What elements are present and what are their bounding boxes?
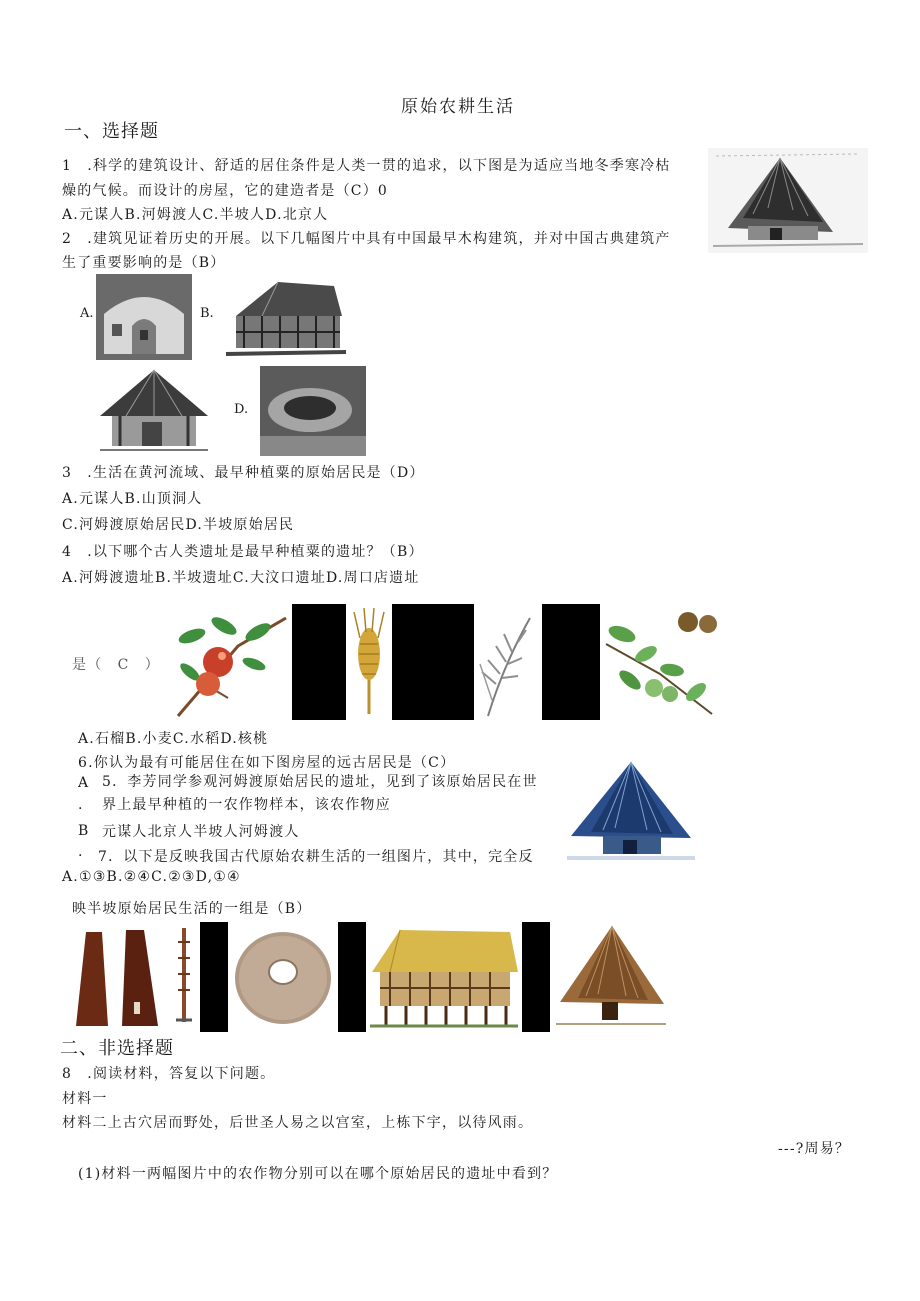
q2-line1: 2 .建筑见证着历史的开展。以下几幅图片中具有中国最早木构建筑，并对中国古典建筑产: [62, 231, 671, 247]
section-heading-choice: 一、选择题: [64, 121, 159, 142]
q4-options: A.河姆渡遗址B.半坡遗址C.大汶口遗址D.周口店遗址: [62, 570, 420, 586]
earth-building-picture: [260, 366, 366, 456]
walnut-picture: [600, 604, 722, 720]
q6-dot1: .: [78, 797, 84, 813]
black-divider: [338, 922, 366, 1032]
q2-option-d-label: D.: [234, 402, 249, 417]
black-divider: [542, 604, 600, 720]
q3-line1: 3 .生活在黄河流域、最早种植粟的原始居民是（D）: [62, 465, 425, 481]
q5-line2: 界上最早种植的一农作物样本，该农作物应: [102, 797, 391, 813]
q3-options-1: A.元谋人B.山顶洞人: [62, 491, 203, 507]
pomegranate-picture: [168, 606, 292, 722]
brown-thatched-hut-picture: [552, 922, 670, 1032]
bone-tools-picture: [72, 922, 200, 1032]
black-divider: [292, 604, 346, 720]
q6-options: 元谋人北京人半坡人河姆渡人: [102, 824, 300, 840]
q8-source: ---?周易？: [778, 1141, 851, 1157]
q7-line2: 映半坡原始居民生活的一组是（B）: [72, 901, 312, 917]
q5-options: A.石榴B.小麦C.水稻D.核桃: [78, 731, 269, 747]
q7-line1: 7．以下是反映我国古代原始农耕生活的一组图片，其中，完全反: [98, 849, 534, 865]
q1-line1: 1 .科学的建筑设计、舒适的居住条件是人类一贯的追求，以下图是为适应当地冬季寒冷枯: [62, 158, 671, 174]
rice-picture: [474, 604, 542, 720]
q5-line1: 5．李芳同学参观河姆渡原始居民的遗址，见到了该原始居民在世: [102, 774, 538, 790]
q8-material-2: 材料二上古穴居而野处，后世圣人易之以宫室，上栋下宇，以待风雨。: [62, 1115, 534, 1131]
blue-thatched-hut-picture: [563, 758, 699, 866]
q2-option-a-label: A.: [80, 306, 94, 321]
q1-options: A.元谋人B.河姆渡人C.半坡人D.北京人: [62, 207, 329, 223]
page-title: 原始农耕生活: [401, 97, 515, 117]
q8-sub1: (1)材料一两幅图片中的农作物分别可以在哪个原始居民的遗址中看到？: [78, 1166, 558, 1182]
wheat-picture: [346, 604, 392, 720]
timber-house-picture: [222, 276, 350, 360]
stone-disc-picture: [228, 922, 338, 1032]
q6-line1: 6.你认为最有可能居住在如下图房屋的远古居民是（C）: [78, 755, 456, 771]
q4-line1: 4 .以下哪个古人类遗址是最早种植粟的遗址？（B）: [62, 544, 424, 560]
q6-b-mark: B: [78, 823, 90, 839]
q8-material-1: 材料一: [62, 1091, 108, 1107]
black-divider: [522, 922, 550, 1032]
black-divider: [200, 922, 228, 1032]
q3-options-2: C.河姆渡原始居民D.半坡原始居民: [62, 517, 295, 533]
black-divider: [392, 604, 474, 720]
q6-a-mark: A: [78, 775, 90, 791]
thatched-hut-picture: [708, 148, 868, 253]
cave-dwelling-picture: [96, 274, 192, 360]
q2-option-b-label: B.: [200, 306, 214, 321]
q1-line2: 燥的气候。而设计的房屋，它的建造者是（C）0: [62, 183, 389, 199]
q2-line2: 生了重要影响的是（B）: [62, 255, 226, 271]
q7-options: A.①③B.②④C.②③D,①④: [62, 869, 241, 885]
q6-dot2: .: [78, 844, 84, 860]
stilt-house-picture: [366, 922, 522, 1032]
section-heading-nonchoice: 二、非选择题: [60, 1038, 174, 1059]
round-hut-picture: [96, 366, 212, 456]
q5-answer-prefix: 是（ C ）: [72, 657, 160, 673]
q8-line1: 8 .阅读材料，答复以下问题。: [62, 1066, 276, 1082]
